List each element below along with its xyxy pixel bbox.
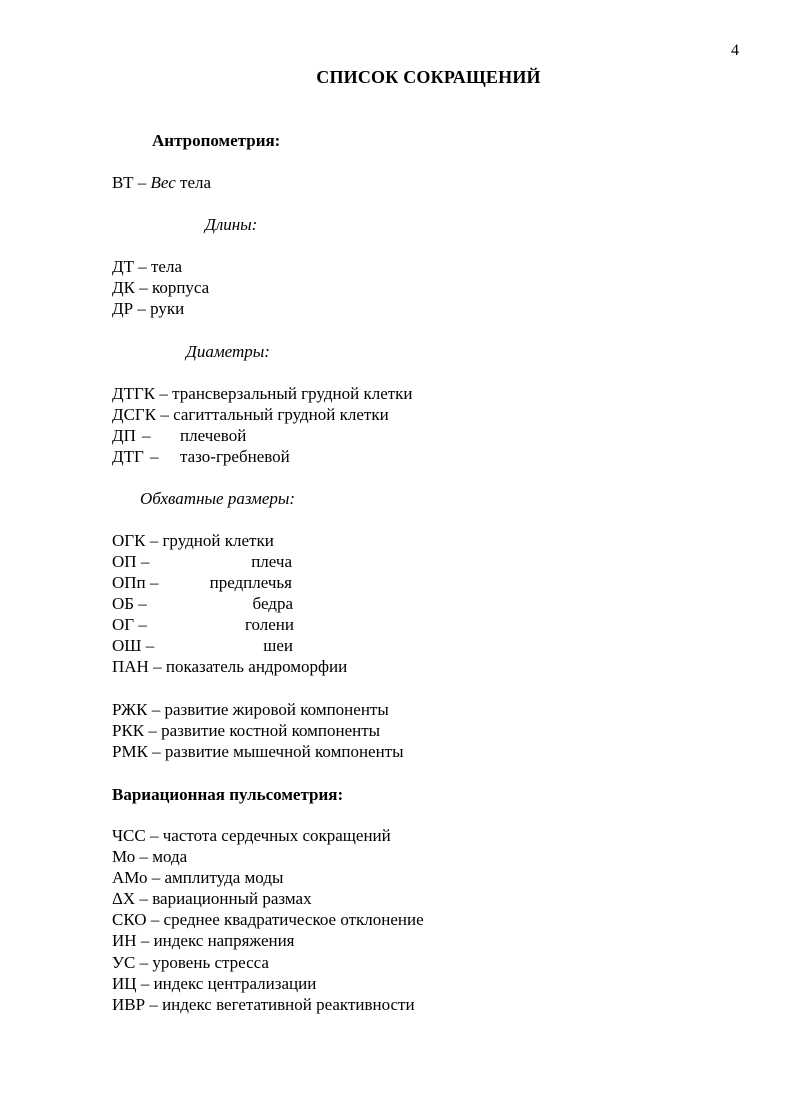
entry-weight	[112, 173, 211, 193]
entry-abbr: ИВР	[112, 995, 146, 1014]
entry-dash: –	[145, 636, 155, 655]
list-item	[112, 910, 424, 930]
section-heading-pulsometry: Вариационная пульсометрия:	[112, 785, 344, 804]
entry-dash: –	[151, 868, 161, 887]
entry-dash: –	[140, 974, 150, 993]
entry-dash: –	[159, 384, 168, 403]
entry-dash: –	[149, 826, 159, 845]
subheading-lengths: Длины:	[205, 215, 258, 234]
list-item	[112, 826, 391, 846]
entry-desc: развитие костной компоненты	[161, 721, 381, 740]
list-item	[112, 700, 389, 720]
entry-dash: –	[149, 573, 159, 592]
entry-desc: индекс напряжения	[153, 931, 295, 950]
entry-dash: –	[139, 847, 148, 866]
entry-dash: –	[149, 995, 158, 1014]
list-item	[112, 974, 316, 994]
entry-desc: уровень стресса	[152, 953, 269, 972]
entry-abbr: ОБ	[112, 594, 135, 613]
entry-dash: –	[140, 552, 150, 571]
entry-abbr: ОГК	[112, 531, 146, 550]
entry-dash: –	[138, 594, 147, 613]
entry-dash: –	[149, 531, 159, 550]
entry-abbr: РЖК	[112, 700, 148, 719]
entry-abbr: ДП	[112, 426, 136, 445]
entry-abbr: ДТГК	[112, 384, 156, 403]
entry-desc: трансверзальный грудной клетки	[172, 384, 413, 403]
entry-abbr: РМК	[112, 742, 148, 761]
entry-desc: сагиттальный грудной клетки	[173, 405, 389, 424]
entry-dash: –	[153, 657, 162, 676]
entry-abbr: ОПп	[112, 573, 146, 592]
entry-desc: плеча	[251, 552, 292, 571]
subheading-girths: Обхватные размеры:	[140, 489, 296, 508]
list-item	[112, 636, 293, 656]
entry-desc: амплитуда моды	[164, 868, 284, 887]
entry-desc: мода	[152, 847, 188, 866]
entry-desc: руки	[150, 299, 185, 318]
entry-dash: –	[133, 173, 151, 192]
page-number: 4	[731, 42, 739, 59]
list-item	[112, 953, 269, 973]
entry-dash: –	[139, 953, 149, 972]
list-item	[112, 257, 182, 277]
entry-abbr: РКК	[112, 721, 145, 740]
entry-desc: голени	[244, 615, 294, 634]
list-item	[112, 657, 347, 677]
entry-dash: –	[137, 299, 146, 318]
entry-abbr: ДК	[112, 278, 135, 297]
entry-desc: тела	[150, 257, 182, 276]
list-item	[112, 278, 209, 298]
entry-abbr: ДТГ	[112, 447, 144, 466]
entry-desc: вариационный размах	[152, 889, 312, 908]
list-item	[112, 447, 290, 467]
entry-dash: –	[160, 405, 169, 424]
list-item	[112, 405, 389, 425]
list-item	[112, 426, 246, 446]
entry-abbr: УС	[112, 953, 136, 972]
entry-desc: частота сердечных сокращений	[162, 826, 391, 845]
section-heading-anthropometry: Антропометрия:	[152, 131, 281, 150]
list-item	[112, 552, 292, 572]
entry-desc: плечевой	[180, 426, 247, 445]
entry-dash: –	[152, 742, 161, 761]
entry-dash: –	[150, 910, 160, 929]
entry-abbr: АМо	[112, 868, 148, 887]
entry-abbr: Мо	[112, 847, 136, 866]
entry-desc: корпуса	[151, 278, 210, 297]
entry-dash: –	[139, 889, 148, 908]
entry-desc: среднее квадратическое отклонение	[163, 910, 424, 929]
list-item	[112, 573, 292, 593]
entry-abbr: СКО	[112, 910, 147, 929]
entry-abbr: ОП	[112, 552, 137, 571]
entry-term: Вес	[150, 173, 176, 192]
entry-abbr: ОШ	[112, 636, 142, 655]
list-item	[112, 615, 294, 635]
entry-dash: –	[138, 615, 147, 634]
list-item	[112, 531, 274, 551]
entry-dash: –	[148, 721, 157, 740]
entry-desc: развитие жировой компоненты	[164, 700, 389, 719]
entry-abbr: ДТ	[112, 257, 134, 276]
list-item	[112, 594, 293, 614]
entry-desc: индекс централизации	[153, 974, 317, 993]
list-item	[112, 995, 415, 1015]
entry-desc: грудной клетки	[162, 531, 274, 550]
entry-dash: –	[142, 426, 151, 445]
entry-desc: показатель андроморфии	[165, 657, 348, 676]
entry-abbr: ДР	[112, 299, 134, 318]
list-item	[112, 721, 380, 741]
entry-abbr: ПАН	[112, 657, 149, 676]
entry-desc: предплечья	[209, 573, 292, 592]
entry-abbr: ВТ	[112, 173, 134, 192]
list-item	[112, 299, 184, 319]
list-item	[112, 847, 187, 867]
list-item	[112, 384, 413, 404]
page-title: СПИСОК СОКРАЩЕНИЙ	[316, 67, 541, 87]
entry-dash: –	[138, 257, 147, 276]
entry-desc: индекс вегетативной реактивности	[162, 995, 415, 1014]
entry-dash: –	[140, 931, 150, 950]
entry-abbr: ЧСС	[112, 826, 146, 845]
entry-desc: тела	[175, 173, 212, 192]
subheading-diameters: Диаметры:	[186, 342, 270, 361]
entry-desc: бедра	[252, 594, 293, 613]
list-item	[112, 742, 404, 762]
entry-dash: –	[150, 447, 159, 466]
entry-abbr: ИН	[112, 931, 137, 950]
entry-dash: –	[139, 278, 148, 297]
entry-desc: шеи	[263, 636, 293, 655]
entry-abbr: ΔХ	[112, 889, 136, 908]
entry-abbr: ИЦ	[112, 974, 137, 993]
entry-dash: –	[151, 700, 161, 719]
entry-abbr: ДСГК	[112, 405, 157, 424]
entry-desc: тазо-гребневой	[180, 447, 290, 466]
list-item	[112, 889, 312, 909]
list-item	[112, 868, 283, 888]
entry-desc: развитие мышечной компоненты	[164, 742, 404, 761]
entry-abbr: ОГ	[112, 615, 135, 634]
list-item	[112, 931, 295, 951]
